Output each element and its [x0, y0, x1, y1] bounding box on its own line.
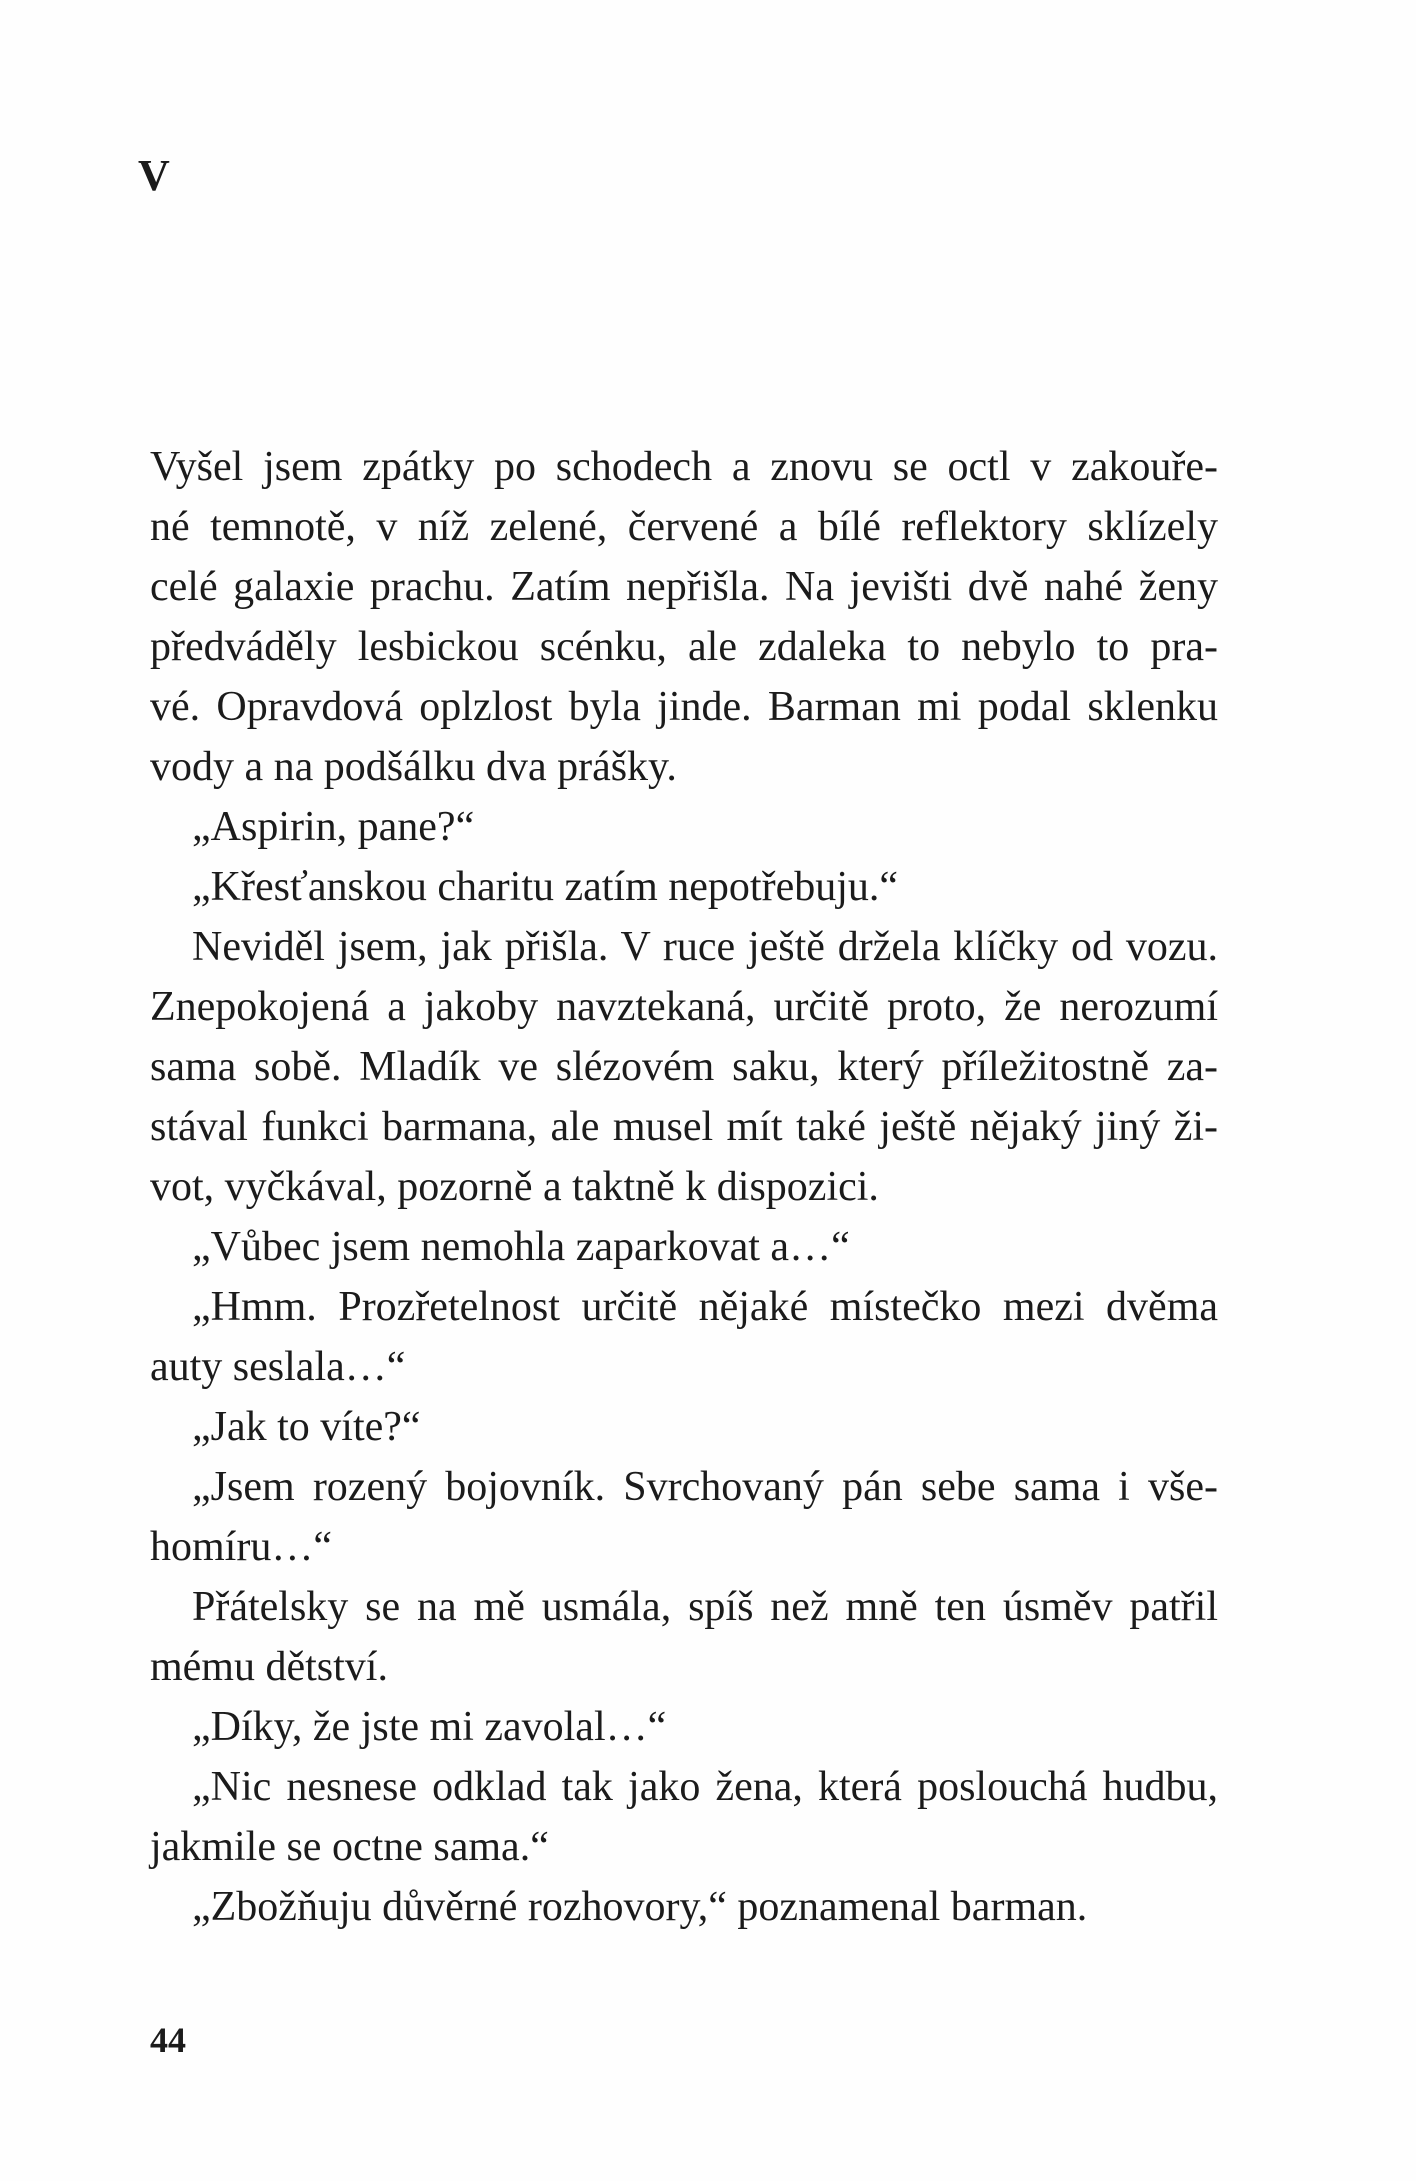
text-line: celé galaxie prachu. Zatím nepřišla. Na jevišti dvě nahé ženy [150, 564, 1218, 610]
text-line: Znepokojená a jakoby navztekaná, určitě proto, že nerozumí [150, 984, 1218, 1030]
text-line: homíru…“ [150, 1524, 332, 1570]
text-line: „Aspirin, pane?“ [192, 804, 475, 850]
text-line: stával funkci barmana, ale musel mít také ještě nějaký jiný ži- [150, 1104, 1218, 1150]
text-line: mému dětství. [150, 1644, 388, 1690]
text-line: vot, vyčkával, pozorně a taktně k dispozici. [150, 1164, 879, 1210]
text-line: předváděly lesbickou scénku, ale zdaleka to nebylo to pra- [150, 624, 1218, 670]
chapter-heading: V [138, 151, 170, 200]
body-text-block [150, 437, 1218, 1937]
text-line: vody a na podšálku dva prášky. [150, 744, 677, 790]
text-line: „Jak to víte?“ [192, 1404, 421, 1450]
text-line: „Hmm. Prozřetelnost určitě nějaké místečko mezi dvěma [192, 1284, 1218, 1330]
text-line: „Křesťanskou charitu zatím nepotřebuju.“ [192, 864, 899, 910]
text-line: „Zbožňuju důvěrné rozhovory,“ poznamenal barman. [192, 1884, 1088, 1930]
text-line: jakmile se octne sama.“ [150, 1824, 549, 1870]
text-line: sama sobě. Mladík ve slézovém saku, který příležitostně za- [150, 1044, 1218, 1090]
text-line: Neviděl jsem, jak přišla. V ruce ještě držela klíčky od vozu. [192, 924, 1218, 970]
text-line: Přátelsky se na mě usmála, spíš než mně ten úsměv patřil [192, 1584, 1218, 1630]
text-line: Vyšel jsem zpátky po schodech a znovu se octl v zakouře- [150, 444, 1218, 490]
text-line: né temnotě, v níž zelené, červené a bílé reflektory sklízely [150, 504, 1218, 550]
page-number: 44 [150, 2020, 186, 2060]
text-line: „Vůbec jsem nemohla zaparkovat a…“ [192, 1224, 850, 1270]
text-line: „Díky, že jste mi zavolal…“ [192, 1704, 667, 1750]
text-line: vé. Opravdová oplzlost byla jinde. Barman mi podal sklenku [150, 684, 1218, 730]
text-line: „Nic nesnese odklad tak jako žena, která poslouchá hudbu, [192, 1764, 1218, 1810]
text-line: „Jsem rozený bojovník. Svrchovaný pán sebe sama i vše- [192, 1464, 1218, 1510]
text-line: auty seslala…“ [150, 1344, 406, 1390]
